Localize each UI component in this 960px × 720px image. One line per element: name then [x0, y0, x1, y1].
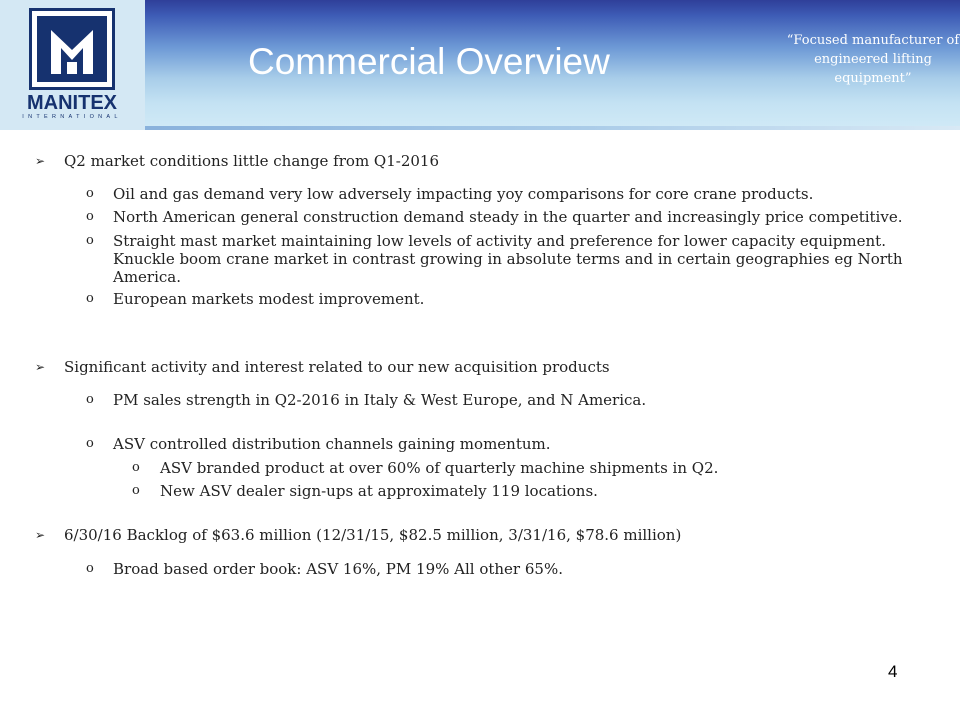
circle-bullet-icon: o — [132, 483, 140, 498]
bullet-1-sub-2: North American general construction demand steady in the quarter and increasingly price competitive. — [113, 208, 903, 226]
bullet-1-sub-3: Straight mast market maintaining low levels of activity and preference for lower capacity equipment. Knuckle boom crane market in contrast growing in absolute terms and in certain geographies eg North America. — [113, 232, 903, 286]
bullet-2-sub-2: ASV controlled distribution channels gaining momentum. — [113, 435, 551, 453]
bullet-2-text: Significant activity and interest related to our new acquisition products — [64, 358, 610, 376]
circle-bullet-icon: o — [86, 436, 94, 451]
circle-bullet-icon: o — [132, 460, 140, 475]
logo-subtitle: INTERNATIONAL — [22, 114, 122, 120]
page-number: 4 — [888, 662, 898, 681]
circle-bullet-icon: o — [86, 291, 94, 306]
arrow-bullet-icon: ➢ — [35, 154, 46, 168]
circle-bullet-icon: o — [86, 392, 94, 407]
arrow-bullet-icon: ➢ — [35, 528, 46, 542]
bullet-2-sub-1: PM sales strength in Q2-2016 in Italy & West Europe, and N America. — [113, 391, 647, 409]
bullet-2-subsub-2: New ASV dealer sign-ups at approximately 119 locations. — [160, 482, 598, 500]
bullet-1-text: Q2 market conditions little change from Q1-2016 — [64, 152, 440, 170]
bullet-1-sub-4: European markets modest improvement. — [113, 290, 425, 308]
circle-bullet-icon: o — [86, 233, 94, 248]
bullet-1-sub-1: Oil and gas demand very low adversely impacting yoy comparisons for core crane products. — [113, 185, 814, 203]
bullet-3-sub-1: Broad based order book: ASV 16%, PM 19% All other 65%. — [113, 560, 563, 578]
circle-bullet-icon: o — [86, 561, 94, 576]
page-title: Commercial Overview — [248, 41, 610, 82]
arrow-bullet-icon: ➢ — [35, 360, 46, 374]
bullet-2-subsub-1: ASV branded product at over 60% of quarterly machine shipments in Q2. — [160, 459, 719, 477]
circle-bullet-icon: o — [86, 209, 94, 224]
circle-bullet-icon: o — [86, 186, 94, 201]
logo-wordmark: MANITEX — [27, 92, 117, 114]
tagline: “Focused manufacturer of engineered lifting equipment” — [786, 33, 960, 86]
bullet-3-text: 6/30/16 Backlog of $63.6 million (12/31/15, $82.5 million, 3/31/16, $78.6 million) — [64, 526, 682, 544]
